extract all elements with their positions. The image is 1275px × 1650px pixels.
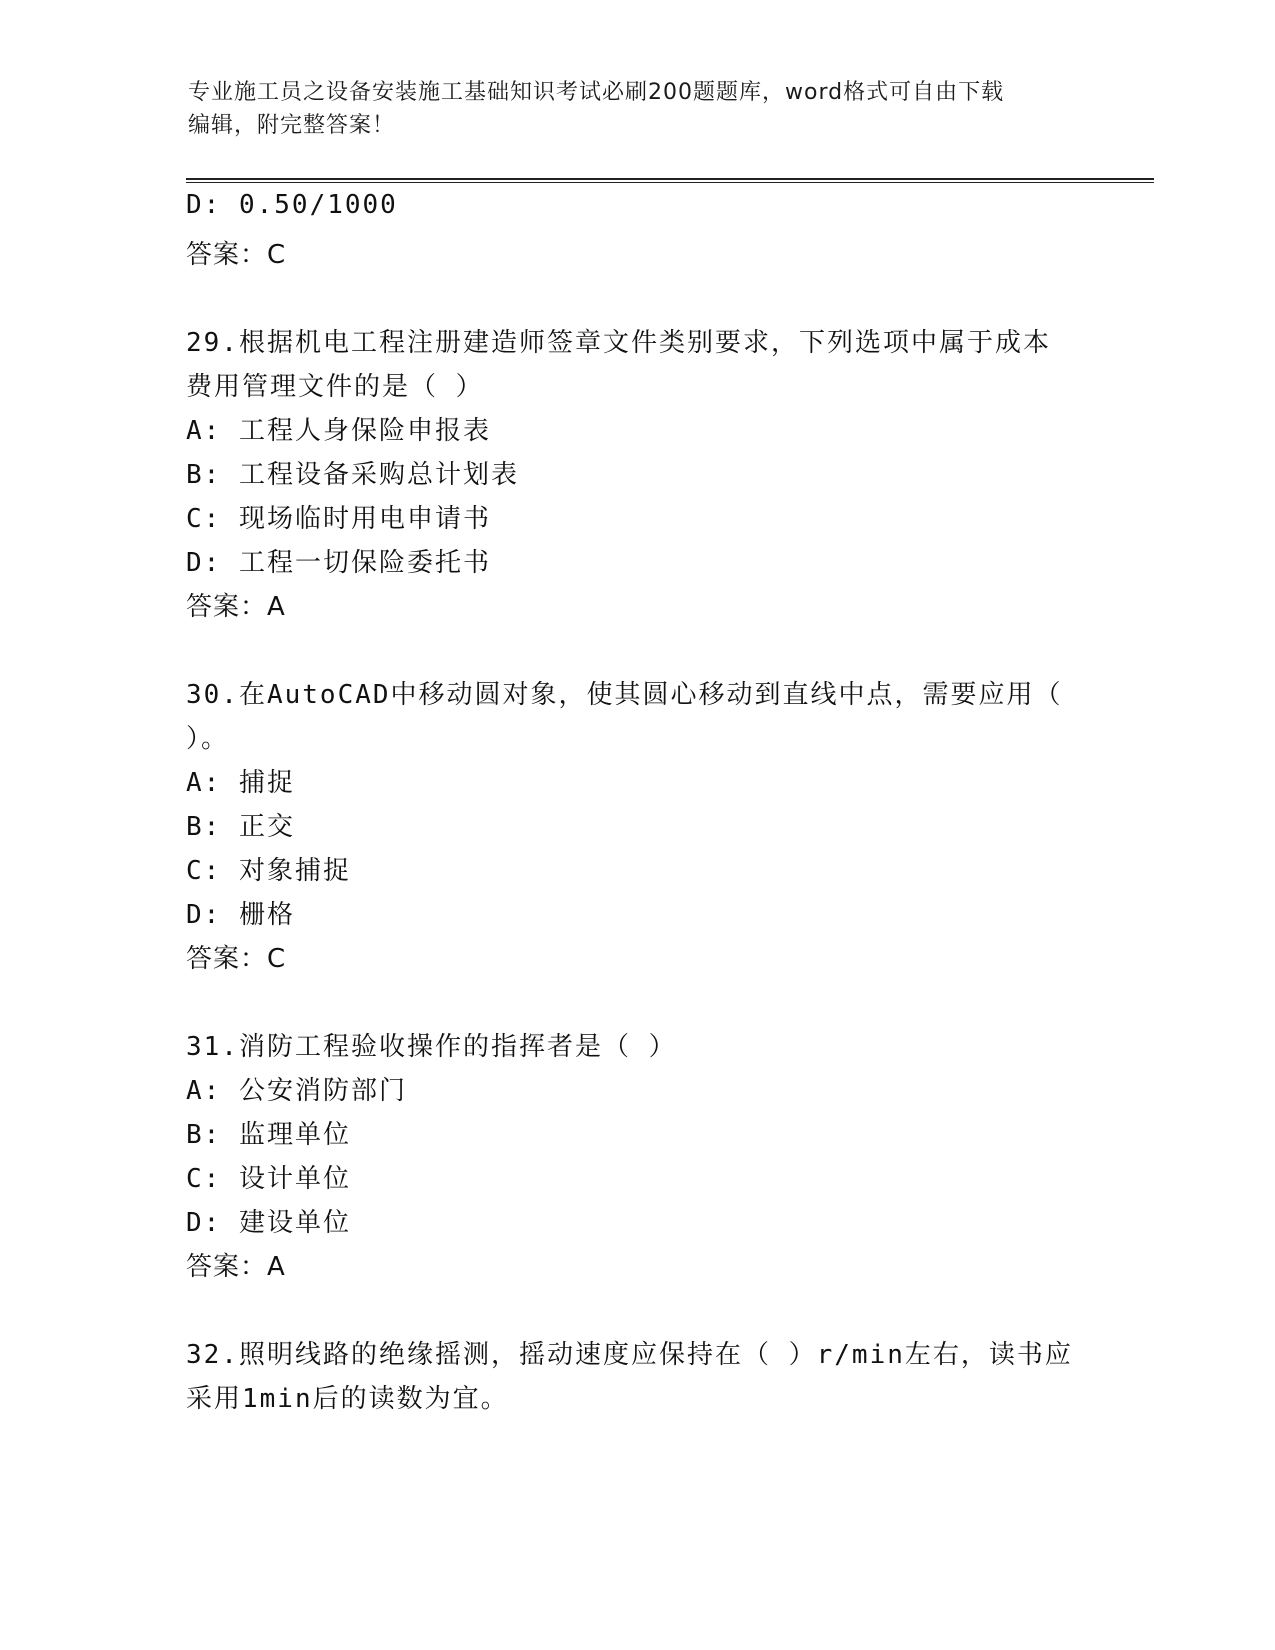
q30-option-a: A: 捕捉 bbox=[186, 768, 295, 798]
q29-answer: 答案：A bbox=[186, 592, 286, 622]
q29-stem-line-1: 29.根据机电工程注册建造师签章文件类别要求，下列选项中属于成本 bbox=[186, 328, 1051, 358]
q29-option-b: B: 工程设备采购总计划表 bbox=[186, 460, 519, 490]
q31-option-b: B: 监理单位 bbox=[186, 1120, 351, 1150]
q30-option-c: C: 对象捕捉 bbox=[186, 856, 351, 886]
header-line-2: 编辑，附完整答案！ bbox=[188, 113, 396, 138]
header-divider-thick bbox=[186, 178, 1154, 180]
prev-option-d: D: 0.50/1000 bbox=[186, 190, 398, 220]
q30-stem-line-1: 30.在AutoCAD中移动圆对象，使其圆心移动到直线中点，需要应用（ bbox=[186, 680, 1063, 710]
q31-option-d: D: 建设单位 bbox=[186, 1208, 351, 1238]
q31-option-c: C: 设计单位 bbox=[186, 1164, 351, 1194]
q30-option-b: B: 正交 bbox=[186, 812, 295, 842]
document-header bbox=[188, 76, 1088, 142]
q32-stem-line-1: 32.照明线路的绝缘摇测，摇动速度应保持在（ ）r/min左右，读书应 bbox=[186, 1340, 1073, 1370]
q29-option-c: C: 现场临时用电申请书 bbox=[186, 504, 491, 534]
prev-answer: 答案：C bbox=[186, 240, 287, 270]
q31-option-a: A: 公安消防部门 bbox=[186, 1076, 407, 1106]
q30-option-d: D: 栅格 bbox=[186, 900, 295, 930]
q31-answer: 答案：A bbox=[186, 1252, 286, 1282]
q32-stem-line-2: 采用1min后的读数为宜。 bbox=[186, 1384, 509, 1414]
q30-stem-line-2: ）。 bbox=[186, 724, 230, 754]
q29-stem-line-2: 费用管理文件的是（ ） bbox=[186, 372, 484, 402]
header-divider-thin bbox=[186, 182, 1154, 183]
header-line-1: 专业施工员之设备安装施工基础知识考试必刷200题题库，word格式可自由下载 bbox=[188, 80, 1005, 105]
q31-stem-line-1: 31.消防工程验收操作的指挥者是（ ） bbox=[186, 1032, 677, 1062]
q30-answer: 答案：C bbox=[186, 944, 287, 974]
q29-option-d: D: 工程一切保险委托书 bbox=[186, 548, 491, 578]
q29-option-a: A: 工程人身保险申报表 bbox=[186, 416, 491, 446]
